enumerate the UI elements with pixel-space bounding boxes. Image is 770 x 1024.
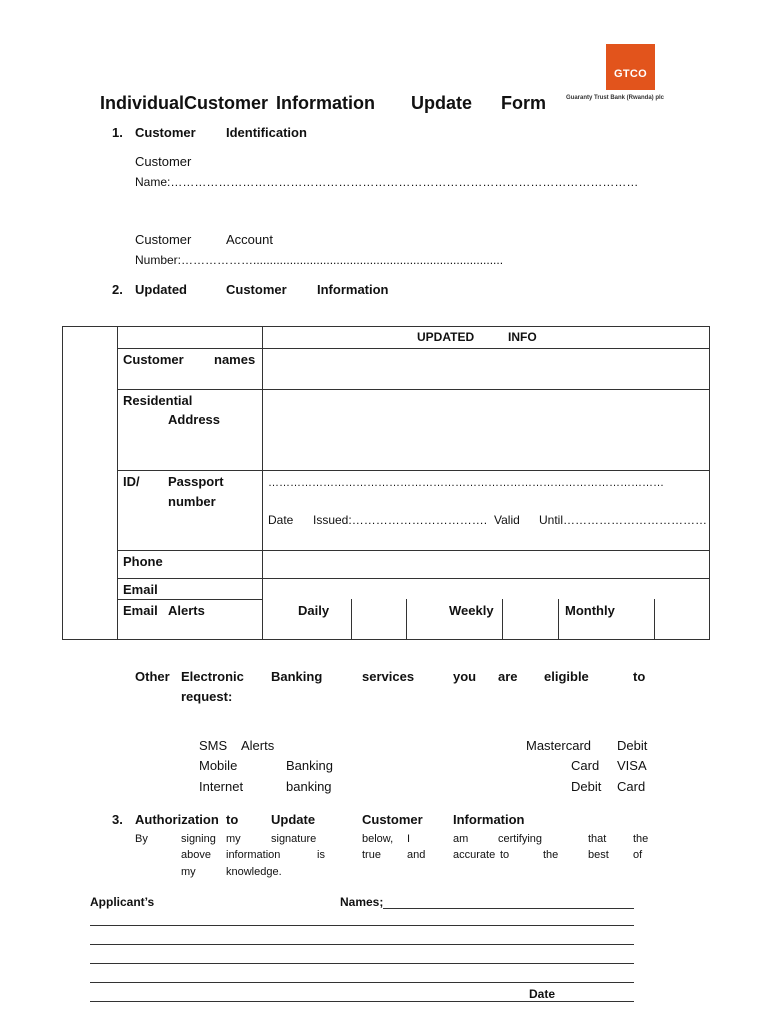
- update-info-table: [62, 326, 710, 640]
- prompt-word: request:: [181, 689, 233, 704]
- names-signature-line[interactable]: [383, 908, 634, 909]
- prompt-word: Banking: [271, 669, 323, 684]
- account-number-field[interactable]: Number:………………...........................................................................: [135, 253, 504, 267]
- section3-heading: Update: [271, 812, 316, 827]
- statement-word: I: [407, 833, 411, 845]
- option-debit-card[interactable]: Debit: [571, 779, 602, 794]
- statement-word: above: [181, 849, 211, 861]
- statement-word: signature: [271, 833, 317, 845]
- weekly-checkbox[interactable]: [503, 600, 558, 639]
- section1-number: 1.: [112, 125, 123, 140]
- section3-heading: Information: [453, 812, 525, 827]
- row-label-residential-address: Address: [168, 412, 221, 427]
- valid-until-label: Valid: [494, 513, 520, 527]
- statement-word: am: [453, 833, 469, 845]
- names-label: Names;: [340, 895, 384, 909]
- option-card-visa[interactable]: Card: [571, 758, 600, 773]
- email-input[interactable]: [263, 579, 709, 599]
- title-word: Information: [276, 93, 375, 113]
- option-internet-banking[interactable]: banking: [286, 779, 332, 794]
- section2-number: 2.: [112, 282, 123, 297]
- statement-word: to: [500, 849, 510, 861]
- weekly-option-label: Weekly: [449, 603, 494, 618]
- statement-word: knowledge.: [226, 866, 282, 878]
- section3-heading: Customer: [362, 812, 423, 827]
- statement-word: true: [362, 849, 381, 861]
- customer-names-input[interactable]: [263, 349, 709, 389]
- prompt-word: are: [498, 669, 518, 684]
- option-sms-alerts[interactable]: SMS: [199, 738, 228, 753]
- option-internet-banking[interactable]: Internet: [199, 779, 244, 794]
- table-header: UPDATED: [417, 330, 475, 344]
- row-label-id-passport: ID/: [123, 474, 140, 489]
- customer-name-field[interactable]: Name:………………………………………………………………………………………………………: [135, 175, 639, 189]
- prompt-word: Electronic: [181, 669, 244, 684]
- statement-word: certifying: [498, 833, 543, 845]
- row-label-email-alerts: Email: [123, 603, 158, 618]
- date-label: Date: [529, 987, 556, 1001]
- option-mastercard-debit[interactable]: Mastercard: [526, 738, 592, 753]
- section3-heading: Authorization: [135, 812, 219, 827]
- row-label-customer-names: Customer: [123, 352, 184, 367]
- statement-word: my: [181, 866, 196, 878]
- row-label-customer-names: names: [214, 352, 256, 367]
- prompt-word: eligible: [544, 669, 589, 684]
- title-word: Update: [411, 93, 473, 113]
- daily-checkbox[interactable]: [352, 600, 406, 639]
- prompt-word: you: [453, 669, 477, 684]
- statement-word: the: [633, 833, 649, 845]
- statement-word: accurate: [453, 849, 496, 861]
- monthly-checkbox[interactable]: [655, 600, 709, 639]
- section1-heading: Identification: [226, 125, 307, 140]
- statement-word: information: [226, 849, 281, 861]
- gtco-logo: [606, 44, 655, 90]
- row-label-id-passport: number: [168, 494, 216, 509]
- statement-word: signing: [181, 833, 216, 845]
- account-number-label: Account: [226, 232, 273, 247]
- statement-word: best: [588, 849, 609, 861]
- statement-word: is: [317, 849, 325, 861]
- valid-until-field[interactable]: Until………………………………: [539, 513, 708, 527]
- date-line[interactable]: [90, 1001, 634, 1002]
- statement-word: the: [543, 849, 559, 861]
- logo-subtitle: Guaranty Trust Bank (Rwanda) plc: [566, 95, 665, 101]
- section2-heading: Information: [317, 282, 389, 297]
- daily-option-label: Daily: [298, 603, 330, 618]
- section2-heading: Updated: [135, 282, 187, 297]
- date-issued-label: Date: [268, 513, 294, 527]
- option-mobile-banking[interactable]: Banking: [286, 758, 333, 773]
- monthly-option-label: Monthly: [565, 603, 615, 618]
- section2-heading: Customer: [226, 282, 287, 297]
- account-number-label: Customer: [135, 232, 192, 247]
- title-word: Form: [501, 93, 546, 113]
- customer-name-label: Customer: [135, 154, 192, 169]
- prompt-word: services: [362, 669, 415, 684]
- phone-input[interactable]: [263, 551, 709, 578]
- row-label-email: Email: [123, 582, 158, 597]
- prompt-word: Other: [135, 669, 170, 684]
- option-mastercard-debit[interactable]: Debit: [617, 738, 648, 753]
- prompt-word: to: [633, 669, 646, 684]
- signature-line[interactable]: [90, 925, 634, 926]
- title-word: IndividualCustomer: [100, 93, 269, 113]
- section3-number: 3.: [112, 812, 123, 827]
- row-label-email-alerts: Alerts: [168, 603, 205, 618]
- option-sms-alerts[interactable]: Alerts: [241, 738, 275, 753]
- row-label-phone: Phone: [123, 554, 163, 569]
- statement-word: below,: [362, 833, 394, 845]
- row-label-id-passport: Passport: [168, 474, 224, 489]
- statement-word: and: [407, 849, 426, 861]
- option-card-visa[interactable]: VISA: [617, 758, 647, 773]
- statement-word: of: [633, 849, 643, 861]
- residential-address-input[interactable]: [263, 390, 709, 470]
- option-mobile-banking[interactable]: Mobile: [199, 758, 238, 773]
- signature-line[interactable]: [90, 944, 634, 945]
- signature-line[interactable]: [90, 963, 634, 964]
- logo-brand: GTCO: [614, 68, 647, 80]
- statement-word: By: [135, 833, 148, 845]
- option-debit-card[interactable]: Card: [617, 779, 646, 794]
- statement-word: that: [588, 833, 607, 845]
- row-label-residential-address: Residential: [123, 393, 193, 408]
- signature-line[interactable]: [90, 982, 634, 983]
- table-header: INFO: [508, 330, 537, 344]
- date-issued-field[interactable]: Issued:…………………………….: [313, 513, 488, 527]
- section3-heading: to: [226, 812, 239, 827]
- section1-heading: Customer: [135, 125, 196, 140]
- passport-number-field[interactable]: ………………………………………………………………………………………………: [268, 477, 664, 489]
- statement-word: my: [226, 833, 241, 845]
- applicant-label: Applicant’s: [90, 895, 155, 909]
